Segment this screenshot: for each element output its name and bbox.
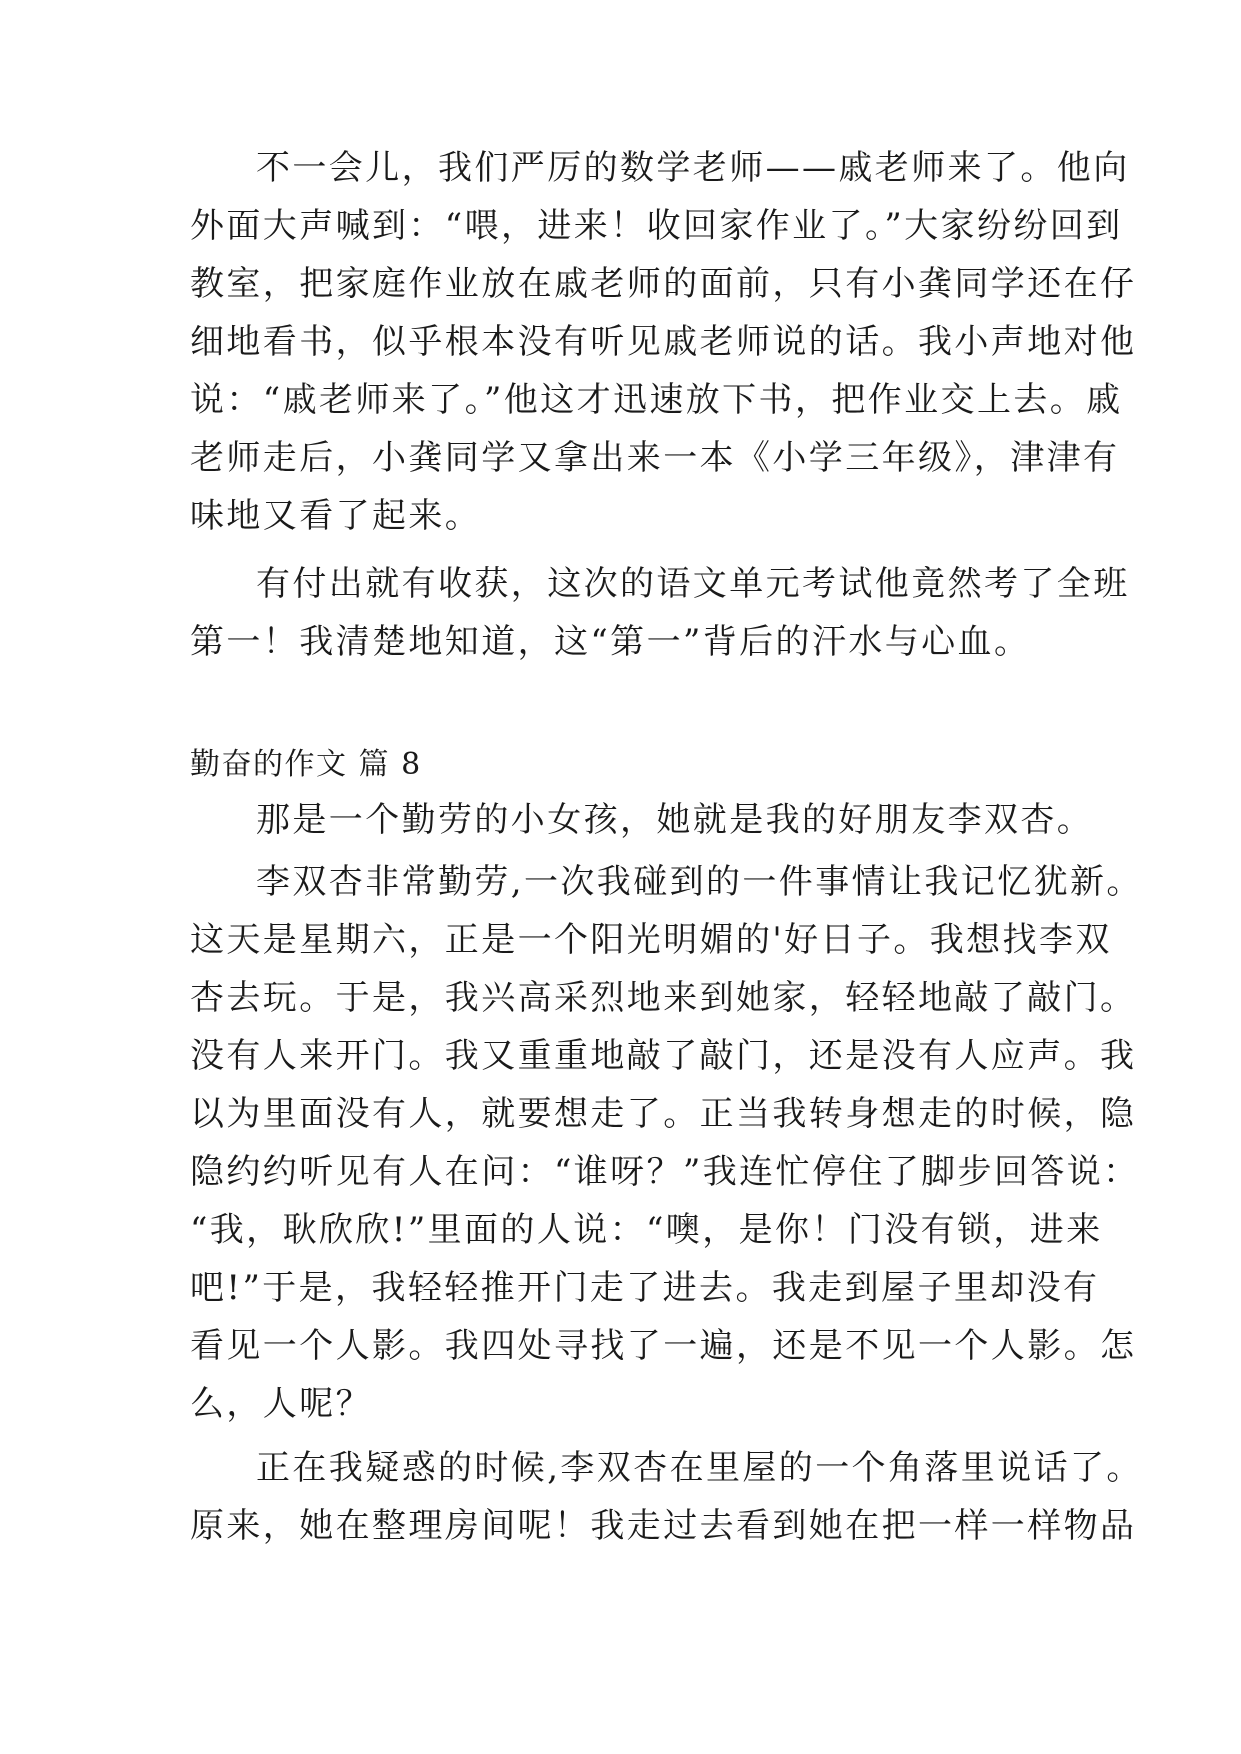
text-line: 细地看书，似乎根本没有听见戚老师说的话。我小声地对他 (190, 322, 1137, 362)
text-line: 没有人来开门。我又重重地敲了敲门，还是没有人应声。我 (190, 1036, 1137, 1076)
text-line: 么，人呢？ (190, 1384, 372, 1424)
text-line: 有付出就有收获，这次的语文单元考试他竟然考了全班 (256, 564, 1130, 604)
text-line: 教室，把家庭作业放在戚老师的面前，只有小龚同学还在仔 (190, 264, 1137, 304)
text-line: 第一！我清楚地知道，这“第一”背后的汗水与心血。 (190, 622, 1031, 662)
text-line: 看见一个人影。我四处寻找了一遍，还是不见一个人影。怎 (190, 1326, 1137, 1366)
text-line: 以为里面没有人，就要想走了。正当我转身想走的时候，隐 (190, 1094, 1137, 1134)
text-line: 吧!”于是，我轻轻推开门走了进去。我走到屋子里却没有 (190, 1268, 1100, 1308)
text-line: 老师走后，小龚同学又拿出来一本《小学三年级》，津津有 (190, 438, 1120, 478)
text-line: 杏去玩。于是，我兴高采烈地来到她家，轻轻地敲了敲门。 (190, 978, 1137, 1018)
section-heading: 勤奋的作文 篇 8 (190, 747, 422, 782)
text-line: 不一会儿，我们严厉的数学老师——戚老师来了。他向 (256, 148, 1130, 188)
text-line: 李双杏非常勤劳,一次我碰到的一件事情让我记忆犹新。 (256, 862, 1143, 902)
text-line: 说：“戚老师来了。”他这才迅速放下书，把作业交上去。戚 (190, 380, 1123, 420)
text-line: “我，耿欣欣!”里面的人说：“噢，是你！门没有锁，进来 (190, 1210, 1103, 1250)
text-line: 原来，她在整理房间呢！我走过去看到她在把一样一样物品 (190, 1506, 1137, 1546)
text-line: 味地又看了起来。 (190, 496, 482, 536)
text-line: 外面大声喊到：“喂，进来！收回家作业了。”大家纷纷回到 (190, 206, 1123, 246)
text-line: 这天是星期六，正是一个阳光明媚的'好日子。我想找李双 (190, 920, 1112, 960)
text-line: 正在我疑惑的时候,李双杏在里屋的一个角落里说话了。 (256, 1448, 1143, 1488)
text-line: 隐约约听见有人在问：“谁呀？”我连忙停住了脚步回答说： (190, 1152, 1140, 1192)
text-line: 那是一个勤劳的小女孩，她就是我的好朋友李双杏。 (256, 800, 1094, 840)
